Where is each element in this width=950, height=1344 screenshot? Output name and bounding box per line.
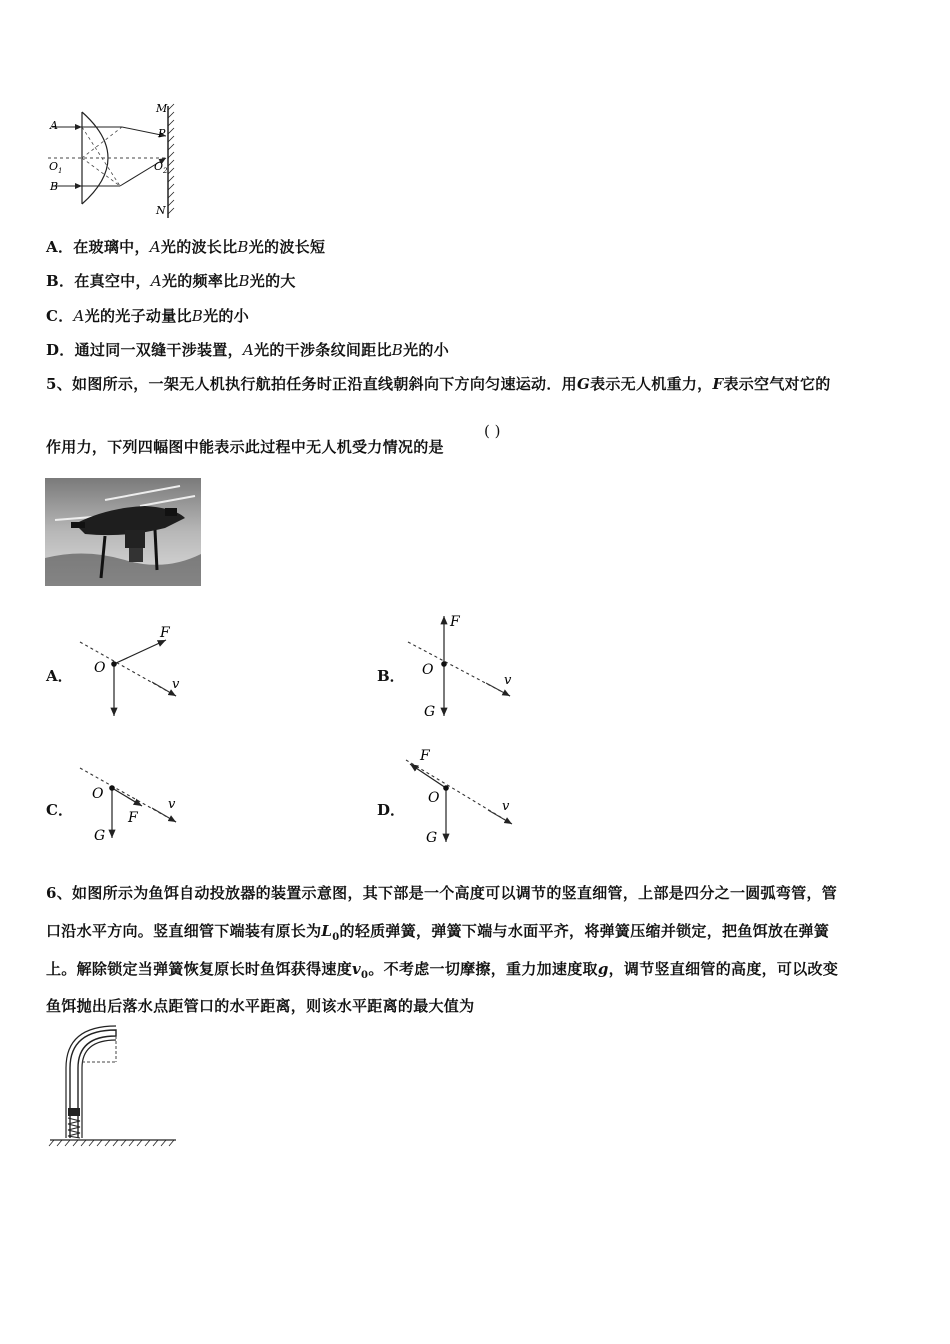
q4-option-a: A．在玻璃中，A光的波长比B光的波长短 bbox=[46, 238, 326, 256]
label-o2: O bbox=[154, 160, 164, 173]
option-b-diagram bbox=[406, 612, 526, 722]
optics-figure bbox=[44, 100, 184, 222]
label-o1-sub: 1 bbox=[58, 167, 63, 175]
q6-stem-line3: 上。解除锁定当弹簧恢复原长时鱼饵获得速度$v_0$。不考虑一切摩擦，重力加速度取g，调节竖直细管的高度，可以改变 bbox=[46, 960, 839, 981]
label-o2-sub: 2 bbox=[163, 167, 168, 175]
label-b: B bbox=[50, 180, 59, 193]
q5-stem-line2: 作用力，下列四幅图中能表示此过程中无人机受力情况的是 bbox=[46, 438, 444, 456]
option-d-diagram bbox=[404, 744, 524, 850]
label-n: N bbox=[156, 204, 166, 217]
option-a-diagram bbox=[78, 622, 188, 722]
label-f: F bbox=[450, 614, 460, 630]
label-f: F bbox=[128, 810, 138, 826]
q5-stem-line1: 5、如图所示，一架无人机执行航拍任务时正沿直线朝斜向下方向匀速运动．用G表示无人机重力，F表示空气对它的 bbox=[46, 375, 831, 393]
label-f: F bbox=[160, 625, 170, 641]
label-v: v bbox=[168, 797, 176, 812]
label-o: O bbox=[94, 660, 106, 676]
label-v: v bbox=[502, 799, 510, 814]
option-b-label: B． bbox=[377, 667, 405, 685]
q6-stem-line2: 口沿水平方向。竖直细管下端装有原长为$L_0$的轻质弹簧，弹簧下端与水面平齐，将弹簧压缩并锁定，把鱼饵放在弹簧 bbox=[46, 922, 830, 943]
q6-stem-line1: 6、如图所示为鱼饵自动投放器的装置示意图，其下部是一个高度可以调节的竖直细管，上部是四分之一圆弧弯管，管 bbox=[46, 884, 838, 902]
drone-photo bbox=[45, 478, 201, 586]
label-v: v bbox=[504, 673, 512, 688]
q4-option-d: D．通过同一双缝干涉装置，A光的干涉条纹间距比B光的小 bbox=[46, 341, 449, 359]
label-o1: O bbox=[49, 160, 59, 173]
label-f: F bbox=[420, 748, 430, 764]
label-o: O bbox=[428, 790, 440, 806]
label-v: v bbox=[172, 677, 180, 692]
q6-stem-line4: 鱼饵抛出后落水点距管口的水平距离，则该水平距离的最大值为 bbox=[46, 997, 475, 1015]
label-a: A bbox=[50, 119, 58, 132]
q4-option-b: B．在真空中，A光的频率比B光的大 bbox=[46, 272, 296, 290]
option-c-label: C． bbox=[46, 801, 73, 819]
answer-bracket: ( ) bbox=[484, 422, 501, 440]
option-a-label: A． bbox=[46, 667, 73, 685]
option-d-label: D． bbox=[377, 801, 406, 819]
q4-option-c: C．A光的光子动量比B光的小 bbox=[46, 307, 250, 325]
label-p: P bbox=[158, 127, 166, 140]
option-c-diagram bbox=[78, 760, 188, 850]
label-o: O bbox=[92, 786, 104, 802]
label-m: M bbox=[156, 102, 168, 115]
label-g: G bbox=[424, 704, 436, 720]
label-o: O bbox=[422, 662, 434, 678]
label-g: G bbox=[426, 830, 438, 846]
label-g: G bbox=[94, 828, 106, 844]
bait-launcher-figure bbox=[46, 1022, 182, 1152]
